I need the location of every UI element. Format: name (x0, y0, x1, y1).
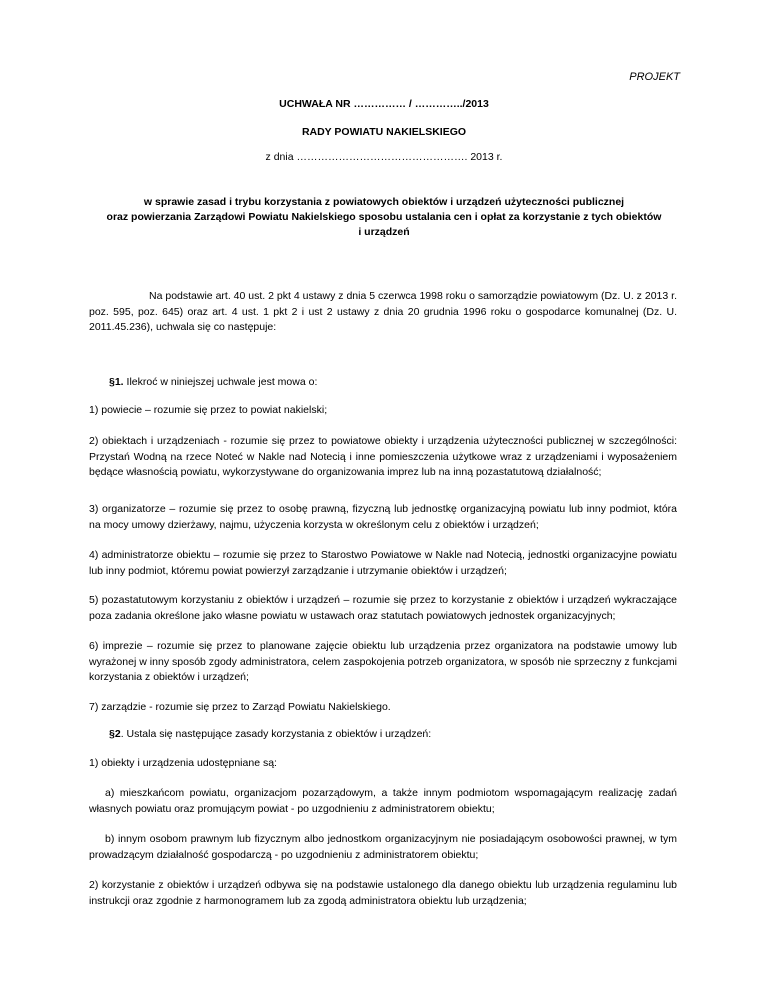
rule-2: 2) korzystanie z obiektów i urządzeń odbywa się na podstawie ustalonego dla danego obiektu lub urządzenia regulaminu lub instrukcji oraz zgodnie z harmonogramem lub za zgodą administratora obiektu lub urządzenia; (89, 879, 677, 907)
definition-7: 7) zarządzie - rozumie się przez to Zarząd Powiatu Nakielskiego. (89, 701, 391, 713)
council-name: RADY POWIATU NAKIELSKIEGO (301, 126, 467, 138)
subject-line-2: oraz powierzania Zarządowi Powiatu Nakielskiego sposobu ustalania cen i opłat za korzystanie z tych obiektów (106, 211, 662, 223)
subject-line-1: w sprawie zasad i trybu korzystania z powiatowych obiektów i urządzeń użyteczności publicznej (143, 196, 625, 208)
section-1-label: §1. (109, 376, 124, 388)
section-2-heading (89, 727, 677, 743)
section-1-intro: Ilekroć w niniejszej uchwale jest mowa o: (123, 376, 318, 388)
definition-3: 3) organizatorze – rozumie się przez to osobę prawną, fizyczną lub jednostkę organizacyjną powiatu lub inny podmiot, która na mocy umowy dzierżawy, najmu, użyczenia korzysta w określonym celu z obiektów i urządzeń; (89, 503, 677, 531)
definition-4: 4) administratorze obiektu – rozumie się przez to Starostwo Powiatowe w Nakle nad Notecią, jednostki organizacyjne powiatu lub inny podmiot, któremu powiat powierzył zarządzanie i utrzymanie obiektów i urządzeń; (89, 549, 677, 577)
definition-6: 6) imprezie – rozumie się przez to planowane zajęcie obiektu lub urządzenia przez organizatora na podstawie umowy lub wyrażonej w inny sposób zgody administratora, celem zaspokojenia potrzeb organizatora, w sposób nie sprzeczny z funkcjami korzystania z obiektów i urządzeń; (89, 640, 677, 683)
rule-1b: b) innym osobom prawnym lub fizycznym albo jednostkom organizacyjnym nie posiadającym osobowości prawnej, w tym prowadzącym działalność gospodarczą - po uzgodnieniu z administratorem obiektu; (89, 833, 677, 861)
section-2-intro: . Ustala się następujące zasady korzystania z obiektów i urządzeń: (120, 728, 432, 740)
subject-line-3: i urządzeń (358, 226, 410, 238)
section-2-label: §2 (109, 728, 121, 740)
definition-1: 1) powiecie – rozumie się przez to powiat nakielski; (89, 404, 328, 416)
resolution-number: UCHWAŁA NR …………… / …………../2013 (279, 98, 489, 110)
resolution-subject (0, 195, 768, 240)
rule-1a: a) mieszkańcom powiatu, organizacjom pozarządowym, a także innym podmiotom wspomagającym realizację zadań własnych powiatu oraz promującym powiat - po uzgodnieniu z administratorem obiektu; (89, 787, 677, 815)
section-1-heading (89, 375, 677, 391)
rule-1: 1) obiekty i urządzenia udostępniane są: (89, 757, 277, 769)
preamble: Na podstawie art. 40 ust. 2 pkt 4 ustawy z dnia 5 czerwca 1998 roku o samorządzie powiatowym (Dz. U. z 2013 r. poz. 595, poz. 645) oraz art. 4 ust. 1 pkt 2 i ust 2 ustawy z dnia 20 grudnia 1996 roku o gospodarce komunalnej (Dz. U. 2011.45.236), uchwala się co następuje: (89, 290, 677, 333)
definition-5: 5) pozastatutowym korzystaniu z obiektów i urządzeń – rozumie się przez to korzystanie z obiektów i urządzeń wykraczające poza zadania określone jako własne powiatu w ustawach oraz statutach powiatowych jednostek organizacyjnych; (89, 594, 677, 622)
resolution-date: z dnia …………………………………………. 2013 r. (265, 151, 503, 163)
definition-2: 2) obiektach i urządzeniach - rozumie się przez to powiatowe obiekty i urządzenia użyteczności publicznej w szczególności: Przystań Wodną na rzece Noteć w Nakle nad Notecią i inne pomieszczenia użytkowe wraz z urządzeniami i wyposażeniem będące własnością powiatu, wykorzystywane do organizowania imprez lub na inną pozastatutową działalność; (89, 435, 677, 478)
projekt-label: PROJEKT (629, 71, 680, 83)
